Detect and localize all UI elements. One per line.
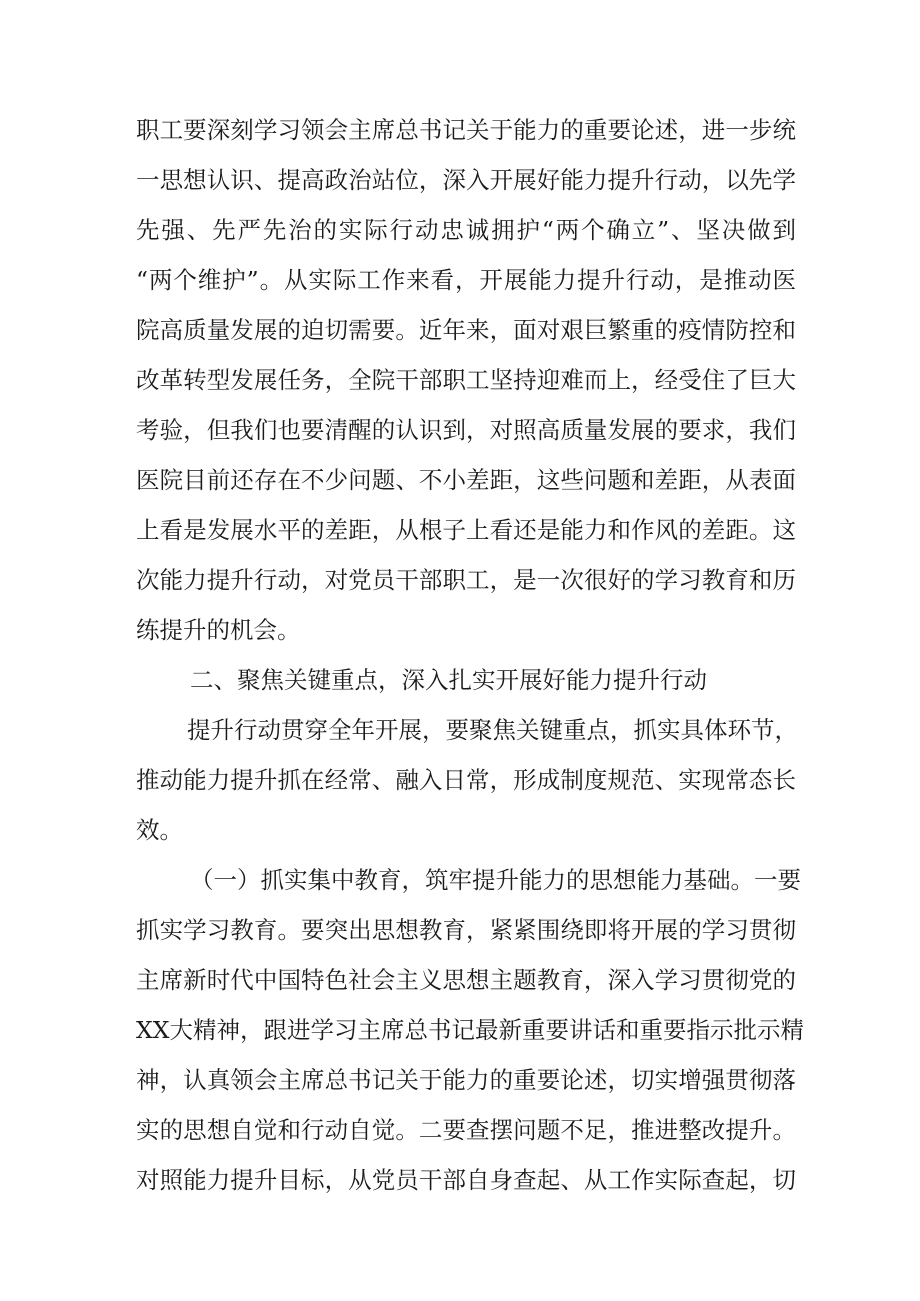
- paragraph-line: 职工要深刻学习领会主席总书记关于能力的重要论述，进一步统: [136, 116, 796, 144]
- paragraph-line: 神，认真领会主席总书记关于能力的重要论述，切实增强贯彻落: [136, 1066, 796, 1094]
- paragraph-line: 一思想认识、提高政治站位，深入开展好能力提升行动，以先学: [136, 166, 796, 194]
- paragraph-line: 实的思想自觉和行动自觉。二要查摆问题不足，推进整改提升。: [136, 1116, 796, 1144]
- paragraph-line: 先强、先严先治的实际行动忠诚拥护“两个确立”、坚决做到: [136, 216, 796, 244]
- paragraph-line: 次能力提升行动，对党员干部职工，是一次很好的学习教育和历: [136, 566, 796, 594]
- paragraph-line: XX大精神，跟进学习主席总书记最新重要讲话和重要指示批示精: [136, 1016, 804, 1044]
- paragraph-line: 抓实学习教育。要突出思想教育，紧紧围绕即将开展的学习贯彻: [136, 916, 796, 944]
- paragraph-line: “两个维护”。从实际工作来看，开展能力提升行动，是推动医: [136, 266, 796, 294]
- paragraph-line: 推动能力提升抓在经常、融入日常，形成制度规范、实现常态长: [136, 766, 796, 794]
- paragraph-line: 效。: [136, 816, 183, 844]
- section-heading: 二、聚焦关键重点，深入扎实开展好能力提升行动: [190, 666, 707, 694]
- paragraph-line: （一）抓实集中教育，筑牢提升能力的思想能力基础。一要: [190, 866, 801, 894]
- paragraph-line: 练提升的机会。: [136, 616, 301, 644]
- paragraph-line: 考验，但我们也要清醒的认识到，对照高质量发展的要求，我们: [136, 416, 796, 444]
- paragraph-line: 院高质量发展的迫切需要。近年来，面对艰巨繁重的疫情防控和: [136, 316, 796, 344]
- paragraph-line: 对照能力提升目标，从党员干部自身查起、从工作实际查起，切: [136, 1166, 796, 1194]
- paragraph-line: 提升行动贯穿全年开展，要聚焦关键重点，抓实具体环节，: [187, 716, 798, 744]
- paragraph-line: 主席新时代中国特色社会主义思想主题教育，深入学习贯彻党的: [136, 966, 796, 994]
- paragraph-line: 改革转型发展任务，全院干部职工坚持迎难而上，经受住了巨大: [136, 366, 796, 394]
- paragraph-line: 医院目前还存在不少问题、不小差距，这些问题和差距，从表面: [136, 466, 796, 494]
- paragraph-line: 上看是发展水平的差距，从根子上看还是能力和作风的差距。这: [136, 516, 796, 544]
